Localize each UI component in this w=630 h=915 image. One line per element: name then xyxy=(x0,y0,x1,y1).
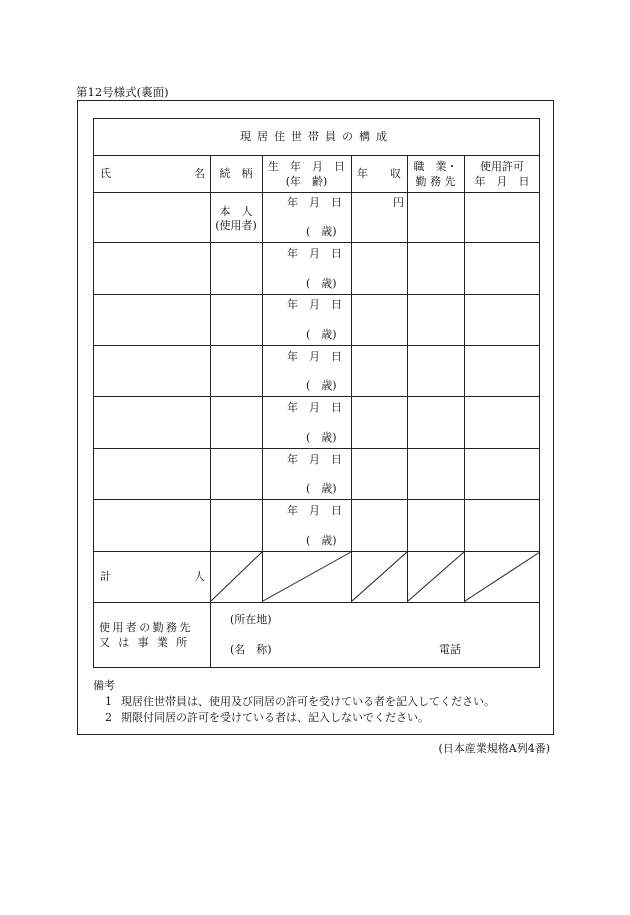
row-3-age: ( 歳) xyxy=(306,328,337,341)
header-name-right: 名 xyxy=(194,167,205,180)
jis-standard: (日本産業規格A列4番) xyxy=(438,742,550,755)
row-7-birth-date: 年 月 日 xyxy=(287,504,342,517)
diagonal-permit xyxy=(465,552,540,601)
note-text: 期限付同居の許可を受けている者は、記入しないでください。 xyxy=(121,711,429,724)
workplace-address-label: (所在地) xyxy=(230,613,272,626)
header-relation: 続 柄 xyxy=(219,167,253,180)
note-item xyxy=(93,694,495,710)
row-1-age: ( 歳) xyxy=(306,225,337,238)
form-label: 第12号様式(裏面) xyxy=(76,85,169,99)
row-6-birth-date: 年 月 日 xyxy=(287,453,342,466)
row-4-birth-date: 年 月 日 xyxy=(287,350,342,363)
row-2-age: ( 歳) xyxy=(306,277,337,290)
header-birth-date: 生 年 月 日 xyxy=(268,160,345,173)
row-self-sublabel: (使用者) xyxy=(215,219,257,232)
header-income: 年 収 xyxy=(357,167,401,180)
diagonal-income xyxy=(352,552,407,601)
note-text: 現居住世帯員は、使用及び同居の許可を受けている者を記入してください。 xyxy=(121,695,495,708)
header-workplace: 勤 務 先 xyxy=(415,175,456,188)
row-2-birth-date: 年 月 日 xyxy=(287,247,342,260)
workplace-label-2: 又 は 事 業 所 xyxy=(99,636,190,649)
header-permit: 使用許可 xyxy=(480,160,524,173)
row-7-age: ( 歳) xyxy=(306,534,337,547)
header-name-left: 氏 xyxy=(100,167,111,180)
header-occupation: 職 業・ xyxy=(413,160,458,173)
notes-heading: 備考 xyxy=(93,679,115,692)
row-4-age: ( 歳) xyxy=(306,379,337,392)
row-1-birth-date: 年 月 日 xyxy=(287,196,342,209)
row-1-yen: 円 xyxy=(393,196,404,209)
row-self-label: 本 人 xyxy=(219,205,253,218)
total-label-right: 人 xyxy=(194,570,205,583)
note-number: 1 xyxy=(105,695,112,708)
diagonal-birth xyxy=(263,552,351,601)
row-5-age: ( 歳) xyxy=(306,431,337,444)
note-item xyxy=(93,710,495,726)
workplace-label: 使用者の勤務先 xyxy=(99,621,193,634)
diagonal-relation xyxy=(211,552,262,601)
header-age: (年 齢) xyxy=(285,175,328,188)
header-permit-date: 年 月 日 xyxy=(474,175,530,188)
table-title: 現居住世帯員の構成 xyxy=(240,130,393,143)
row-5-birth-date: 年 月 日 xyxy=(287,401,342,414)
row-3-birth-date: 年 月 日 xyxy=(287,298,342,311)
note-number: 2 xyxy=(105,711,112,724)
diagonal-occupation xyxy=(408,552,464,601)
notes xyxy=(93,678,495,726)
total-label-left: 計 xyxy=(100,570,111,583)
row-6-age: ( 歳) xyxy=(306,482,337,495)
workplace-phone-label: 電話 xyxy=(439,643,461,656)
workplace-name-label: (名 称) xyxy=(230,643,272,656)
